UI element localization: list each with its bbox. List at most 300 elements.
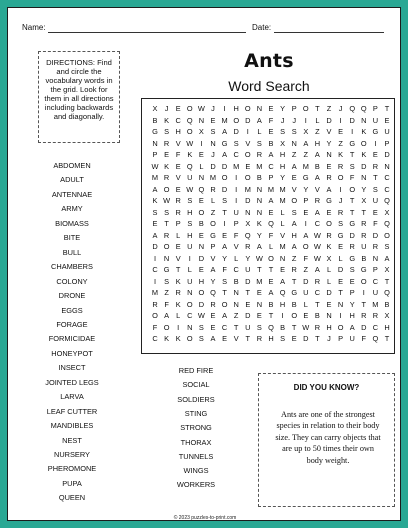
grid-letter[interactable]: P (291, 104, 297, 113)
grid-letter[interactable]: E (326, 299, 332, 309)
grid-letter[interactable]: R (291, 265, 297, 274)
grid-letter[interactable]: L (199, 161, 204, 171)
grid-letter[interactable]: E (372, 150, 378, 159)
grid-letter[interactable]: S (164, 127, 170, 136)
grid-letter[interactable]: G (337, 230, 344, 240)
grid-letter[interactable]: E (175, 184, 181, 194)
grid-letter[interactable]: M (209, 173, 217, 182)
grid-letter[interactable]: D (361, 161, 367, 171)
grid-letter[interactable]: Q (384, 219, 390, 228)
grid-letter[interactable]: X (384, 207, 390, 217)
grid-letter[interactable]: I (246, 127, 249, 136)
grid-letter[interactable]: P (152, 150, 158, 159)
grid-letter[interactable]: X (245, 219, 251, 228)
grid-letter[interactable]: E (268, 104, 274, 113)
grid-letter[interactable]: D (361, 322, 367, 332)
grid-letter[interactable]: E (198, 196, 204, 205)
grid-letter[interactable]: E (256, 288, 262, 297)
grid-letter[interactable]: M (244, 184, 251, 194)
grid-letter[interactable]: P (338, 334, 344, 343)
grid-letter[interactable]: Q (186, 161, 193, 171)
grid-letter[interactable]: P (233, 219, 239, 228)
grid-letter[interactable]: Z (338, 138, 343, 148)
grid-letter[interactable]: E (152, 219, 158, 228)
grid-letter[interactable]: G (360, 265, 367, 274)
grid-letter[interactable]: T (315, 104, 320, 113)
grid-letter[interactable]: T (384, 276, 390, 286)
grid-letter[interactable]: E (303, 207, 309, 217)
grid-letter[interactable]: O (384, 230, 390, 240)
grid-letter[interactable]: D (303, 334, 309, 343)
grid-letter[interactable]: F (361, 334, 367, 343)
grid-letter[interactable]: J (211, 150, 215, 159)
grid-letter[interactable]: E (175, 161, 181, 171)
grid-letter[interactable]: D (198, 253, 205, 263)
grid-letter[interactable]: F (373, 219, 378, 228)
grid-letter[interactable]: V (175, 173, 181, 182)
grid-letter[interactable]: N (256, 104, 263, 113)
grid-letter[interactable]: F (164, 299, 169, 309)
grid-letter[interactable]: E (268, 127, 274, 136)
grid-letter[interactable]: S (222, 276, 228, 286)
grid-letter[interactable]: E (326, 207, 332, 217)
grid-letter[interactable]: M (279, 242, 286, 251)
grid-letter[interactable]: E (268, 207, 274, 217)
grid-letter[interactable]: G (221, 138, 228, 148)
grid-letter[interactable]: C (384, 173, 390, 182)
grid-letter[interactable]: V (291, 184, 297, 194)
grid-letter[interactable]: O (186, 334, 193, 343)
grid-letter[interactable]: U (384, 127, 390, 136)
grid-letter[interactable]: W (163, 196, 171, 205)
grid-letter[interactable]: I (223, 104, 226, 113)
grid-letter[interactable]: S (187, 196, 193, 205)
grid-letter[interactable]: L (280, 207, 285, 217)
grid-letter[interactable]: J (338, 104, 343, 113)
grid-letter[interactable]: Z (315, 127, 320, 136)
grid-letter[interactable]: D (384, 150, 390, 159)
grid-letter[interactable]: H (198, 276, 205, 286)
grid-letter[interactable]: P (372, 104, 378, 113)
grid-letter[interactable]: L (234, 253, 239, 263)
grid-letter[interactable]: V (210, 253, 216, 263)
grid-letter[interactable]: C (221, 322, 228, 332)
grid-letter[interactable]: A (268, 150, 274, 159)
grid-letter[interactable]: N (337, 299, 344, 309)
grid-letter[interactable]: E (198, 150, 204, 159)
grid-letter[interactable]: M (256, 276, 263, 286)
grid-letter[interactable]: E (175, 242, 181, 251)
grid-letter[interactable]: E (198, 230, 204, 240)
grid-letter[interactable]: O (186, 299, 193, 309)
grid-letter[interactable]: Y (245, 253, 251, 263)
grid-letter[interactable]: I (304, 219, 307, 228)
grid-letter[interactable]: W (302, 322, 310, 332)
grid-letter[interactable]: J (292, 115, 297, 125)
grid-letter[interactable]: C (187, 311, 193, 320)
grid-letter[interactable]: R (326, 230, 332, 240)
grid-letter[interactable]: L (315, 115, 320, 125)
grid-letter[interactable]: Q (349, 104, 356, 113)
grid-letter[interactable]: A (222, 311, 228, 320)
grid-letter[interactable]: W (151, 161, 159, 171)
grid-letter[interactable]: Q (198, 184, 205, 194)
grid-letter[interactable]: I (153, 253, 157, 263)
grid-letter[interactable]: T (315, 334, 320, 343)
grid-letter[interactable]: Z (291, 253, 297, 263)
grid-letter[interactable]: I (200, 138, 203, 148)
grid-letter[interactable]: J (327, 334, 331, 343)
grid-letter[interactable]: U (187, 276, 193, 286)
grid-letter[interactable]: O (163, 184, 170, 194)
grid-letter[interactable]: F (349, 173, 355, 182)
grid-letter[interactable]: I (374, 138, 377, 148)
grid-letter[interactable]: O (337, 173, 344, 182)
grid-letter[interactable]: E (338, 276, 344, 286)
grid-letter[interactable]: I (339, 311, 342, 320)
grid-letter[interactable]: S (222, 196, 228, 205)
grid-letter[interactable]: D (372, 230, 379, 240)
grid-letter[interactable]: A (256, 242, 262, 251)
grid-letter[interactable]: X (280, 138, 286, 148)
grid-letter[interactable]: O (291, 311, 298, 320)
grid-letter[interactable]: B (152, 115, 158, 125)
grid-letter[interactable]: V (280, 230, 286, 240)
grid-letter[interactable]: E (245, 161, 251, 171)
grid-letter[interactable]: B (314, 161, 320, 171)
grid-letter[interactable]: P (372, 265, 378, 274)
grid-letter[interactable]: O (360, 138, 367, 148)
grid-letter[interactable]: R (337, 161, 344, 171)
grid-letter[interactable]: L (280, 219, 285, 228)
grid-letter[interactable]: C (175, 115, 181, 125)
grid-letter[interactable]: Q (268, 322, 274, 332)
grid-letter[interactable]: R (163, 230, 170, 240)
grid-letter[interactable]: H (291, 230, 297, 240)
grid-letter[interactable]: P (268, 173, 274, 182)
grid-letter[interactable]: K (338, 150, 344, 159)
grid-letter[interactable]: D (326, 288, 332, 297)
grid-letter[interactable]: G (302, 173, 309, 182)
grid-letter[interactable]: W (186, 138, 194, 148)
grid-letter[interactable]: S (187, 219, 193, 228)
grid-letter[interactable]: B (233, 276, 239, 286)
grid-letter[interactable]: A (222, 150, 228, 159)
grid-letter[interactable]: R (175, 196, 181, 205)
grid-letter[interactable]: T (164, 219, 169, 228)
grid-letter[interactable]: Z (303, 265, 309, 274)
grid-letter[interactable]: C (314, 288, 321, 297)
grid-letter[interactable]: Y (280, 104, 286, 113)
grid-letter[interactable]: V (233, 242, 239, 251)
grid-letter[interactable]: B (291, 299, 297, 309)
grid-letter[interactable]: Y (256, 230, 262, 240)
grid-letter[interactable]: U (361, 242, 367, 251)
grid-letter[interactable]: D (221, 161, 228, 171)
grid-letter[interactable]: W (186, 184, 194, 194)
grid-letter[interactable]: C (314, 219, 321, 228)
grid-letter[interactable]: E (245, 299, 251, 309)
grid-letter[interactable]: T (349, 150, 355, 159)
grid-letter[interactable]: A (314, 150, 320, 159)
grid-letter[interactable]: R (163, 173, 170, 182)
grid-letter[interactable]: N (198, 242, 205, 251)
grid-letter[interactable]: K (326, 242, 332, 251)
grid-letter[interactable]: M (267, 184, 275, 194)
grid-letter[interactable]: A (314, 207, 320, 217)
grid-letter[interactable]: K (164, 115, 170, 125)
grid-letter[interactable]: F (222, 265, 227, 274)
grid-letter[interactable]: O (186, 104, 193, 113)
grid-letter[interactable]: B (268, 138, 274, 148)
grid-letter[interactable]: E (210, 311, 216, 320)
grid-letter[interactable]: Z (233, 311, 239, 320)
grid-letter[interactable]: W (197, 311, 205, 320)
grid-letter[interactable]: M (233, 161, 240, 171)
grid-letter[interactable]: S (256, 138, 262, 148)
grid-letter[interactable]: X (303, 127, 309, 136)
grid-letter[interactable]: A (152, 230, 158, 240)
grid-letter[interactable]: F (233, 230, 239, 240)
grid-letter[interactable]: T (245, 334, 251, 343)
grid-letter[interactable]: E (291, 334, 297, 343)
grid-letter[interactable]: R (175, 207, 181, 217)
grid-letter[interactable]: H (268, 334, 274, 343)
grid-letter[interactable]: I (339, 184, 342, 194)
grid-letter[interactable]: Z (326, 104, 332, 113)
grid-letter[interactable]: Y (361, 184, 367, 194)
grid-letter[interactable]: K (164, 334, 170, 343)
grid-letter[interactable]: D (303, 276, 309, 286)
grid-letter[interactable]: K (175, 334, 181, 343)
grid-letter[interactable]: A (222, 127, 228, 136)
grid-letter[interactable]: X (384, 265, 390, 274)
grid-letter[interactable]: U (187, 242, 193, 251)
grid-letter[interactable]: A (303, 230, 309, 240)
grid-letter[interactable]: D (326, 115, 332, 125)
grid-letter[interactable]: R (245, 242, 251, 251)
grid-letter[interactable]: S (233, 138, 239, 148)
grid-letter[interactable]: R (361, 219, 367, 228)
grid-letter[interactable]: G (349, 219, 356, 228)
grid-letter[interactable]: E (326, 161, 332, 171)
grid-letter[interactable]: N (326, 311, 332, 320)
grid-letter[interactable]: I (153, 276, 157, 286)
grid-letter[interactable]: S (338, 219, 344, 228)
grid-letter[interactable]: L (257, 127, 262, 136)
grid-letter[interactable]: I (235, 173, 238, 182)
grid-letter[interactable]: C (372, 276, 379, 286)
grid-letter[interactable]: A (268, 196, 274, 205)
grid-letter[interactable]: P (349, 288, 355, 297)
grid-letter[interactable]: Z (210, 207, 216, 217)
grid-letter[interactable]: U (349, 334, 355, 343)
grid-letter[interactable]: K (361, 127, 367, 136)
grid-letter[interactable]: A (291, 242, 297, 251)
grid-letter[interactable]: E (303, 311, 309, 320)
grid-letter[interactable]: N (256, 207, 263, 217)
grid-letter[interactable]: O (291, 196, 298, 205)
grid-letter[interactable]: U (372, 196, 379, 205)
grid-letter[interactable]: R (372, 161, 379, 171)
grid-letter[interactable]: C (233, 265, 239, 274)
grid-letter[interactable]: Z (164, 288, 169, 297)
grid-letter[interactable]: P (175, 219, 181, 228)
grid-letter[interactable]: G (326, 196, 332, 205)
grid-letter[interactable]: U (372, 288, 379, 297)
grid-letter[interactable]: B (256, 173, 262, 182)
grid-letter[interactable]: V (175, 253, 181, 263)
grid-letter[interactable]: F (268, 115, 274, 125)
grid-letter[interactable]: E (268, 276, 274, 286)
grid-letter[interactable]: O (360, 276, 367, 286)
grid-letter[interactable]: N (210, 138, 216, 148)
grid-letter[interactable]: D (198, 299, 205, 309)
grid-letter[interactable]: S (349, 265, 355, 274)
grid-letter[interactable]: T (384, 334, 390, 343)
grid-letter[interactable]: R (361, 230, 367, 240)
grid-letter[interactable]: N (361, 173, 367, 182)
grid-letter[interactable]: U (245, 322, 251, 332)
grid-letter[interactable]: N (198, 115, 205, 125)
grid-letter[interactable]: T (315, 299, 320, 309)
grid-letter[interactable]: O (198, 288, 205, 297)
grid-letter[interactable]: A (256, 115, 262, 125)
grid-letter[interactable]: K (256, 219, 262, 228)
grid-letter[interactable]: B (384, 299, 390, 309)
grid-letter[interactable]: J (280, 115, 285, 125)
grid-letter[interactable]: E (338, 127, 344, 136)
grid-letter[interactable]: R (152, 299, 158, 309)
grid-letter[interactable]: D (245, 196, 251, 205)
grid-letter[interactable]: L (303, 299, 308, 309)
grid-letter[interactable]: T (268, 265, 274, 274)
grid-letter[interactable]: E (222, 334, 228, 343)
grid-letter[interactable]: R (314, 276, 321, 286)
grid-letter[interactable]: K (361, 150, 367, 159)
grid-letter[interactable]: D (233, 127, 239, 136)
grid-letter[interactable]: Z (303, 150, 309, 159)
grid-letter[interactable]: L (210, 196, 216, 205)
grid-letter[interactable]: E (349, 276, 355, 286)
grid-letter[interactable]: N (152, 138, 158, 148)
grid-letter[interactable]: M (279, 196, 286, 205)
grid-letter[interactable]: N (384, 161, 390, 171)
grid-letter[interactable]: N (198, 173, 205, 182)
grid-letter[interactable]: I (362, 288, 365, 297)
grid-letter[interactable]: S (372, 184, 378, 194)
grid-letter[interactable]: A (303, 138, 309, 148)
grid-letter[interactable]: D (245, 311, 251, 320)
grid-letter[interactable]: A (268, 288, 274, 297)
grid-letter[interactable]: H (187, 207, 193, 217)
grid-letter[interactable]: T (222, 207, 227, 217)
grid-letter[interactable]: O (337, 322, 344, 332)
grid-letter[interactable]: R (256, 150, 263, 159)
grid-letter[interactable]: G (372, 127, 379, 136)
grid-letter[interactable]: H (279, 161, 286, 171)
grid-letter[interactable]: A (384, 253, 390, 263)
grid-letter[interactable]: X (198, 127, 204, 136)
grid-letter[interactable]: V (175, 138, 181, 148)
grid-letter[interactable]: U (303, 288, 309, 297)
grid-letter[interactable]: T (222, 288, 227, 297)
grid-letter[interactable]: H (187, 230, 193, 240)
grid-letter[interactable]: I (177, 322, 180, 332)
grid-letter[interactable]: J (338, 196, 343, 205)
grid-letter[interactable]: H (233, 104, 239, 113)
grid-letter[interactable]: T (349, 196, 355, 205)
grid-letter[interactable]: A (210, 265, 216, 274)
grid-letter[interactable]: E (175, 104, 181, 113)
grid-letter[interactable]: L (338, 253, 343, 263)
grid-letter[interactable]: H (384, 322, 390, 332)
grid-letter[interactable]: E (338, 242, 344, 251)
grid-letter[interactable]: O (302, 104, 309, 113)
grid-letter[interactable]: B (361, 253, 367, 263)
grid-letter[interactable]: I (304, 115, 307, 125)
grid-letter[interactable]: O (163, 242, 170, 251)
grid-letter[interactable]: X (326, 253, 332, 263)
grid-letter[interactable]: K (164, 161, 170, 171)
grid-letter[interactable]: N (256, 196, 263, 205)
grid-letter[interactable]: M (151, 173, 159, 182)
grid-letter[interactable]: D (221, 184, 228, 194)
grid-letter[interactable]: I (235, 196, 238, 205)
grid-letter[interactable]: X (361, 196, 367, 205)
grid-letter[interactable]: S (164, 207, 170, 217)
grid-letter[interactable]: Q (210, 288, 216, 297)
grid-letter[interactable]: I (281, 311, 284, 320)
grid-letter[interactable]: R (326, 173, 332, 182)
grid-letter[interactable]: H (175, 127, 181, 136)
grid-letter[interactable]: N (291, 138, 297, 148)
grid-letter[interactable]: O (152, 311, 158, 320)
grid-letter[interactable]: Y (303, 184, 309, 194)
grid-letter[interactable]: Q (268, 219, 274, 228)
grid-letter[interactable]: L (176, 230, 181, 240)
grid-letter[interactable]: I (188, 253, 191, 263)
grid-letter[interactable]: A (280, 276, 286, 286)
grid-letter[interactable]: A (210, 334, 216, 343)
grid-letter[interactable]: J (164, 104, 169, 113)
grid-letter[interactable]: C (268, 161, 274, 171)
grid-letter[interactable]: R (361, 311, 367, 320)
grid-letter[interactable]: L (326, 276, 332, 286)
grid-letter[interactable]: F (152, 322, 158, 332)
grid-letter[interactable]: R (210, 184, 216, 194)
grid-letter[interactable]: L (268, 242, 274, 251)
grid-letter[interactable]: D (337, 265, 344, 274)
grid-letter[interactable]: X (384, 311, 390, 320)
grid-letter[interactable]: T (233, 322, 239, 332)
grid-letter[interactable]: D (152, 242, 158, 251)
grid-letter[interactable]: T (373, 173, 378, 182)
grid-letter[interactable]: E (384, 115, 390, 125)
grid-letter[interactable]: N (256, 299, 263, 309)
grid-letter[interactable]: O (326, 219, 332, 228)
grid-letter[interactable]: S (210, 127, 216, 136)
grid-letter[interactable]: K (175, 299, 181, 309)
grid-letter[interactable]: E (291, 173, 297, 182)
grid-letter[interactable]: A (349, 322, 355, 332)
grid-letter[interactable]: S (349, 161, 355, 171)
grid-letter[interactable]: L (176, 311, 181, 320)
grid-letter[interactable]: O (244, 104, 251, 113)
grid-letter[interactable]: T (338, 288, 343, 297)
grid-letter[interactable]: N (326, 150, 332, 159)
grid-letter[interactable]: F (175, 150, 181, 159)
